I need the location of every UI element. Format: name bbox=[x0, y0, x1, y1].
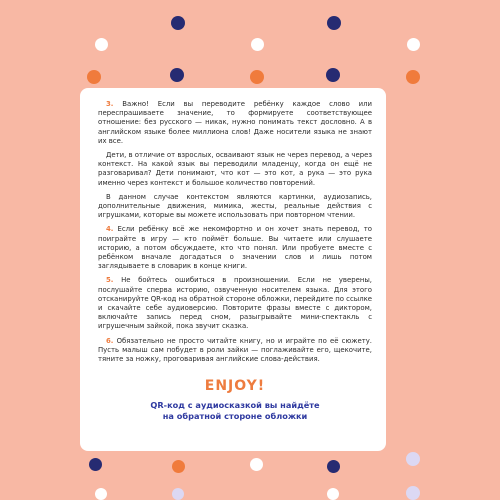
paragraph-context-2 bbox=[98, 193, 372, 221]
navy-dot bbox=[327, 460, 340, 473]
paragraph-text: В данном случае контекстом являются картинки, аудиозапись, дополнительные движения, мимика, жесты, реальные действия с игрушками, которые вы можете использовать при повторном чтении. bbox=[98, 192, 372, 220]
white-dot bbox=[327, 488, 339, 500]
navy-dot bbox=[171, 16, 185, 30]
paragraph-3 bbox=[98, 100, 372, 146]
orange-dot bbox=[250, 70, 264, 84]
tip-number: 6. bbox=[106, 336, 114, 345]
lavender-dot bbox=[406, 486, 420, 500]
qr-note-line-2: на обратной стороне обложки bbox=[162, 411, 308, 422]
navy-dot bbox=[89, 458, 102, 471]
lavender-dot bbox=[406, 452, 420, 466]
tip-number: 4. bbox=[106, 225, 114, 234]
orange-dot bbox=[406, 70, 420, 84]
orange-dot bbox=[172, 460, 185, 473]
lavender-dot bbox=[172, 488, 184, 500]
white-dot bbox=[251, 38, 264, 51]
white-dot bbox=[95, 38, 108, 51]
text-card bbox=[80, 88, 386, 451]
navy-dot bbox=[326, 68, 340, 82]
paragraph-4 bbox=[98, 225, 372, 271]
paragraph-text: Дети, в отличие от взрослых, осваивают язык не через перевод, а через контекст. На какой язык вы переводили младенцу, когда он ещё не разговаривал? Дети понимают, что кот — это кот, а рука — это рука именно через контекст и большое количество повторений. bbox=[98, 151, 372, 187]
tip-number: 5. bbox=[106, 276, 114, 285]
orange-dot bbox=[87, 70, 101, 84]
navy-dot bbox=[170, 68, 184, 82]
navy-dot bbox=[327, 16, 341, 30]
paragraph-context-1 bbox=[98, 151, 372, 188]
paragraph-text: Обязательно не просто читайте книгу, но и играйте по её сюжету. Пусть малыш сам побудет в роли зайки — поглаживайте его, щекочите, тяните за ножку, проговаривая английские слова-действия. bbox=[98, 336, 372, 364]
paragraph-text: Не бойтесь ошибиться в произношении. Если не уверены, послушайте сперва историю, озвученную носителем языка. Для этого отсканируйте QR-код на обратной стороне обложки, перейдите по ссылке и скачайте себе аудиоверсию. Повторите фразы вместе с диктором, включайте запись перед сном, разыгрывайте мини-спектакль с игрушечным зайкой, пока звучит сказка. bbox=[98, 276, 373, 331]
qr-note-line-1: QR-код с аудиосказкой вы найдёте bbox=[150, 400, 320, 411]
white-dot bbox=[407, 38, 420, 51]
paragraph-text: Если ребёнку всё же некомфортно и он хочет знать перевод, то поиграйте в игру — кто поймёт больше. Вы читаете или слушаете историю, а потом обсуждаете, кто что понял. Или пробуете вместе с ребёнком вначале догадаться о значении слов и лишь потом заглядываете в словарик в конце книги. bbox=[98, 225, 372, 271]
white-dot bbox=[95, 488, 107, 500]
tip-number: 3. bbox=[106, 100, 114, 108]
paragraph-5 bbox=[98, 276, 372, 331]
paragraph-6 bbox=[98, 337, 372, 365]
paragraph-text: Важно! Если вы переводите ребёнку каждое слово или переспрашиваете значение, то формируете соответствующее отношение: без русского — никак, нужно понимать текст дословно. А в английском языке более миллиона слов! Даже носители языка не знают их все. bbox=[98, 100, 372, 145]
enjoy-heading: ENJOY! bbox=[204, 378, 266, 395]
white-dot bbox=[250, 458, 263, 471]
